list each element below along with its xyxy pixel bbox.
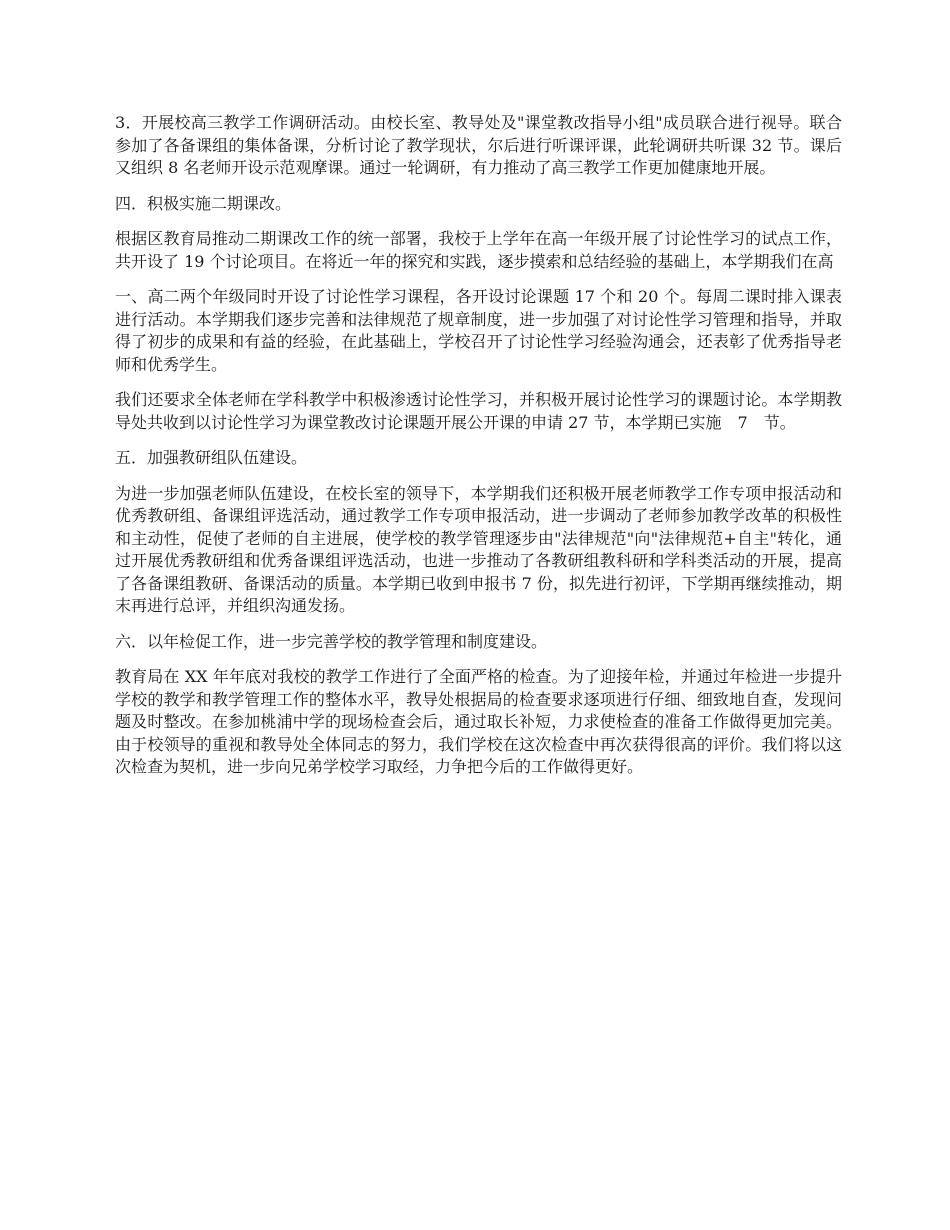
section-heading-four: 四．积极实施二期课改。 [115, 193, 292, 213]
paragraph-curriculum-reform: 根据区教育局推动二期课改工作的统一部署，我校于上学年在高一年级开展了讨论性学习的试点工作，共开设了 19 个讨论项目。在将近一年的探究和实践，逐步摸索和总结经验的基础上，本学期我们在高 [115, 229, 842, 271]
paragraph-subject-teaching: 我们还要求全体老师在学科教学中积极渗透讨论性学习，并积极开展讨论性学习的课题讨论。本学期教导处共收到以讨论性学习为课堂教改讨论课题开展公开课的申请 27 节，本学期已实施 7 节。 [115, 390, 842, 432]
paragraph-research-activity: 3．开展校高三教学工作调研活动。由校长室、教导处及"课堂教改指导小组"成员联合进行视导。联合参加了各备课组的集体备课，分析讨论了教学现状，尔后进行听课评课，此轮调研共听课 32 节。课后又组织 8 名老师开设示范观摩课。通过一轮调研，有力推动了高三教学工作更加健康地开展。 [115, 113, 842, 177]
document-body [115, 112, 842, 792]
paragraph-teacher-team: 为进一步加强老师队伍建设，在校长室的领导下，本学期我们还积极开展老师教学工作专项申报活动和优秀教研组、备课组评选活动，通过教学工作专项申报活动，进一步调动了老师参加教学改革的积极性和主动性，促使了老师的自主进展，使学校的教学管理逐步由"法律规范"向"法律规范+自主"转化，通过开展优秀教研组和优秀备课组评选活动，也进一步推动了各教研组教科研和学科类活动的开展，提高了各备课组教研、备课活动的质量。本学期已收到申报书 7 份，拟先进行初评，下学期再继续推动，期末再进行总评，并组织沟通发扬。 [115, 483, 842, 615]
section-heading-six: 六．以年检促工作，进一步完善学校的教学管理和制度建设。 [115, 631, 548, 651]
paragraph-annual-inspection: 教育局在 XX 年年底对我校的教学工作进行了全面严格的检查。为了迎接年检，并通过年检进一步提升学校的教学和教学管理工作的整体水平，教导处根据局的检查要求逐项进行仔细、细致地自查，发现问题及时整改。在参加桃浦中学的现场检查会后，通过取长补短，力求使检查的准备工作做得更加完美。由于校领导的重视和教导处全体同志的努力，我们学校在这次检查中再次获得很高的评价。我们将以这次检查为契机，进一步向兄弟学校学习取经，力争把今后的工作做得更好。 [115, 667, 842, 776]
paragraph-research-courses: 一、高二两个年级同时开设了讨论性学习课程，各开设讨论课题 17 个和 20 个。每周二课时排入课表进行活动。本学期我们逐步完善和法律规范了规章制度，进一步加强了对讨论性学习管理和指导，并取得了初步的成果和有益的经验，在此基础上，学校召开了讨论性学习经验沟通会，还表彰了优秀指导老师和优秀学生。 [115, 287, 842, 374]
section-heading-five: 五．加强教研组队伍建设。 [115, 448, 308, 467]
